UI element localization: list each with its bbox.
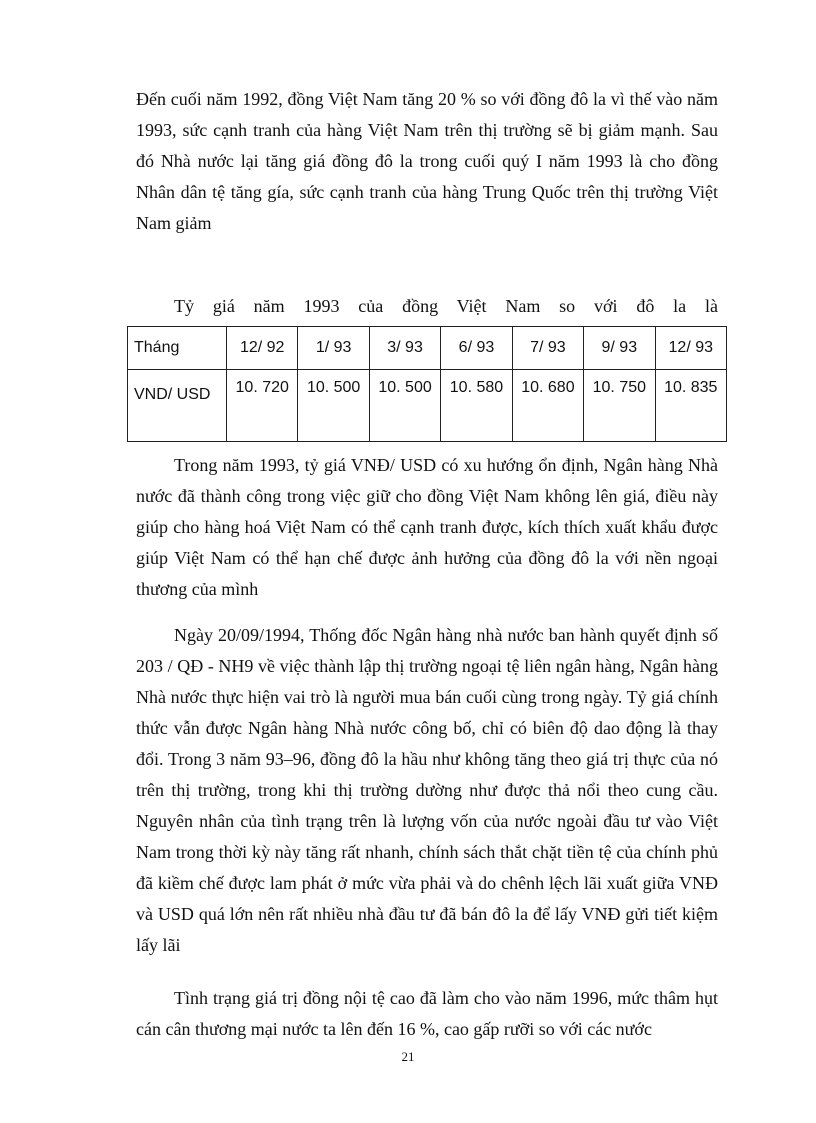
month-cell: 12/ 93 xyxy=(655,327,726,370)
month-cell: 3/ 93 xyxy=(369,327,440,370)
month-cell: 7/ 93 xyxy=(512,327,583,370)
rate-cell: 10. 835 xyxy=(655,370,726,442)
table-row-rates xyxy=(128,370,727,442)
month-cell: 1/ 93 xyxy=(298,327,369,370)
paragraph-4: Tình trạng giá trị đồng nội tệ cao đã làm cho vào năm 1996, mức thâm hụt cán cân thương mại nước ta lên đến 16 %, cao gấp rưỡi so với các nước xyxy=(136,988,718,1039)
rate-cell: 10. 750 xyxy=(584,370,655,442)
table-row-months xyxy=(128,327,727,370)
page-number: 21 xyxy=(401,1049,415,1064)
month-cell: 12/ 92 xyxy=(227,327,298,370)
rate-cell: 10. 580 xyxy=(441,370,512,442)
exchange-rate-table xyxy=(127,326,727,442)
rate-cell: 10. 500 xyxy=(298,370,369,442)
paragraph-2: Trong năm 1993, tỷ giá VNĐ/ USD có xu hướng ổn định, Ngân hàng Nhà nước đã thành công trong việc giữ cho đồng Việt Nam không lên giá, điều này giúp cho hàng hoá Việt Nam có thể cạnh tranh được, kích thích xuất khẩu được giúp Việt Nam có thể hạn chế được ảnh hưởng của đồng đô la với nền ngoại thương của mình xyxy=(136,455,718,599)
rate-header-cell: VND/ USD xyxy=(128,370,227,442)
month-cell: 6/ 93 xyxy=(441,327,512,370)
month-cell: 9/ 93 xyxy=(584,327,655,370)
rate-cell: 10. 720 xyxy=(227,370,298,442)
paragraph-1: Đến cuối năm 1992, đồng Việt Nam tăng 20 % so với đồng đô la vì thế vào năm 1993, sức cạnh tranh của hàng Việt Nam trên thị trường sẽ bị giảm mạnh. Sau đó Nhà nước lại tăng giá đồng đô la trong cuối quý I năm 1993 là cho đồng Nhân dân tệ tăng gía, sức cạnh tranh của hàng Trung Quốc trên thị trường Việt Nam giảm xyxy=(136,89,718,233)
paragraph-3: Ngày 20/09/1994, Thống đốc Ngân hàng nhà nước ban hành quyết định số 203 / QĐ - NH9 về việc thành lập thị trường ngoại tệ liên ngân hàng, Ngân hàng Nhà nước thực hiện vai trò là người mua bán cuối cùng trong ngày. Tỷ giá chính thức vẫn được Ngân hàng Nhà nước công bố, chỉ có biên độ dao động là thay đổi. Trong 3 năm 93–96, đồng đô la hầu như không tăng theo giá trị thực của nó trên thị trường, trong khi thị trường dường như được thả nổi theo cung cầu. Nguyên nhân của tình trạng trên là lượng vốn của nước ngoài đầu tư vào Việt Nam trong thời kỳ này tăng rất nhanh, chính sách thắt chặt tiền tệ của chính phủ đã kiềm chế được lam phát ở mức vừa phải và do chênh lệch lãi xuất giữa VNĐ và USD quá lớn nên rất nhiều nhà đầu tư đã bán đô la để lấy VNĐ gửi tiết kiệm lấy lãi xyxy=(136,625,718,955)
month-header-cell: Tháng xyxy=(128,327,227,370)
rate-cell: 10. 680 xyxy=(512,370,583,442)
table-title: Tỷ giá năm 1993 của đồng Việt Nam so với đô la là xyxy=(174,296,718,316)
rate-cell: 10. 500 xyxy=(369,370,440,442)
